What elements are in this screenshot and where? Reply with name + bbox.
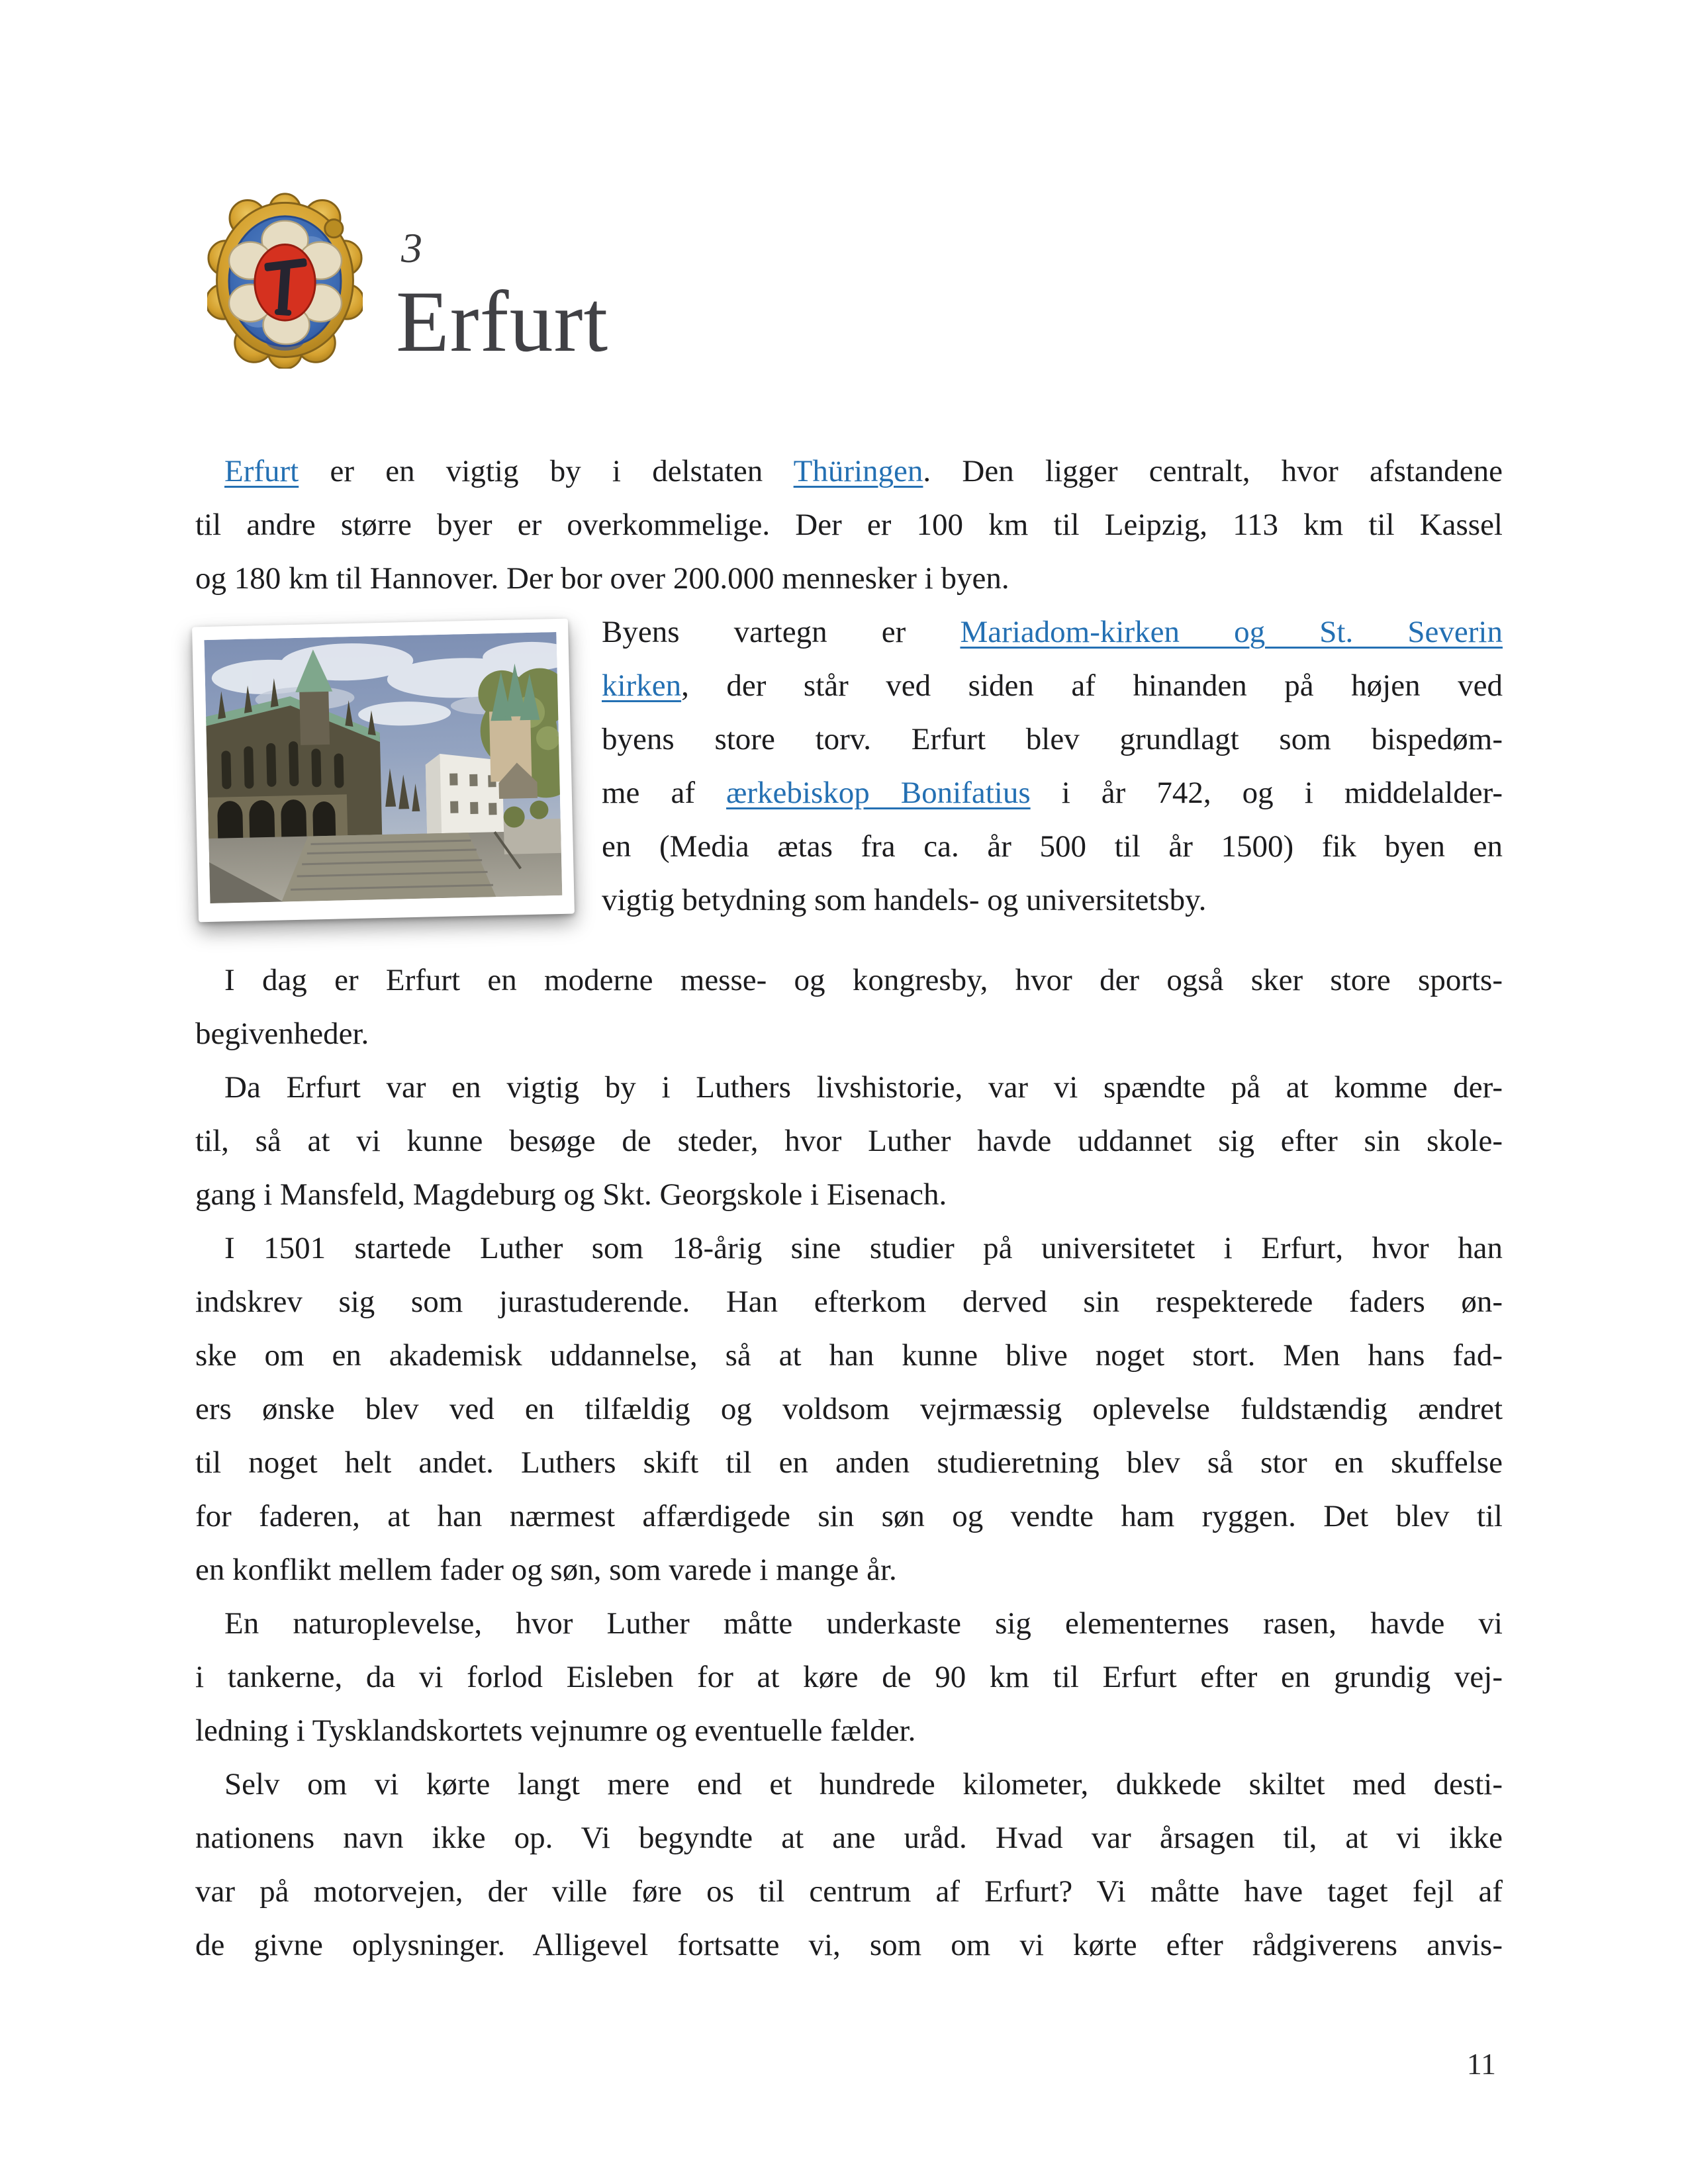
- paragraph-luther-studies: [195, 1222, 1503, 1597]
- page-number: 11: [1466, 2047, 1496, 2081]
- text-segment: for faderen, at han nærmest affærdigede sin søn og vendte ham ryggen. Det blev til: [195, 1499, 1503, 1533]
- chapter-number: 3: [401, 224, 422, 271]
- paragraph-modern-city: [195, 934, 1503, 1061]
- erfurt-cathedral-photo: [195, 623, 571, 918]
- text-line: [195, 1061, 1503, 1115]
- text-segment: Byens vartegn er: [602, 615, 961, 649]
- text-segment: en (Media ætas fra ca. år 500 til år 1500) fik byen en: [602, 829, 1503, 864]
- text-segment: me af: [602, 776, 727, 810]
- text-segment: ske om en akademisk uddannelse, så at han kunne blive noget stort. Men hans fad-: [195, 1338, 1503, 1373]
- text-line: [195, 1651, 1503, 1704]
- text-line: [195, 1275, 1503, 1329]
- text-segment: nationens navn ikke op. Vi begyndte at ane uråd. Hvad var årsagen til, at vi ikke: [195, 1821, 1503, 1855]
- text-segment: indskrev sig som jurastuderende. Han efterkom derved sin respekterede faders øn-: [195, 1285, 1503, 1319]
- link-mariadom-kirken-og-st-severin-kirken[interactable]: kirken: [602, 668, 682, 703]
- text-line: [195, 1865, 1503, 1919]
- text-segment: ers ønske blev ved en tilfældig og voldsom vejrmæssig oplevelse fuldstændig ændret: [195, 1392, 1503, 1426]
- text-line: [195, 1704, 1503, 1758]
- chapter-titles: [396, 189, 608, 368]
- text-segment: en konflikt mellem fader og søn, som varede i mange år.: [195, 1553, 897, 1587]
- text-line: [195, 1007, 1503, 1061]
- paragraph-intro: [195, 445, 1503, 606]
- text-line: [195, 1597, 1503, 1651]
- paragraph-driving: [195, 1758, 1503, 1972]
- text-segment: Da Erfurt var en vigtig by i Luthers livshistorie, var vi spændte på at komme der-: [224, 1070, 1503, 1105]
- text-line: [195, 1329, 1503, 1383]
- text-segment: byens store torv. Erfurt blev grundlagt som bispedøm-: [602, 722, 1503, 756]
- text-line: [195, 1758, 1503, 1811]
- text-segment: En naturoplevelse, hvor Luther måtte underkaste sig elementernes rasen, havde vi: [224, 1606, 1503, 1641]
- text-segment: begivenheder.: [195, 1017, 369, 1051]
- text-line: [195, 1383, 1503, 1436]
- erfurt-coat-of-arms-icon: [207, 189, 363, 369]
- text-segment: var på motorvejen, der ville føre os til centrum af Erfurt? Vi måtte have taget fejl af: [195, 1874, 1503, 1909]
- body-text: [195, 445, 1503, 1972]
- text-segment: . Den ligger centralt, hvor afstandene: [923, 454, 1503, 488]
- text-line: [195, 1436, 1503, 1490]
- text-line: [195, 1115, 1503, 1168]
- chapter-header: [195, 189, 608, 369]
- paragraph-nature-experience: [195, 1597, 1503, 1758]
- text-line: [195, 1919, 1503, 1972]
- text-line: [195, 1222, 1503, 1275]
- paragraph-luther-history: [195, 1061, 1503, 1222]
- text-segment: , der står ved siden af hinanden på højen ved: [681, 668, 1503, 703]
- text-segment: og 180 km til Hannover. Der bor over 200.000 mennesker i byen.: [195, 561, 1009, 596]
- link-thueringen[interactable]: Thüringen: [793, 454, 923, 488]
- text-segment: I 1501 startede Luther som 18-årig sine studier på universitetet i Erfurt, hvor han: [224, 1231, 1503, 1265]
- text-segment: vigtig betydning som handels- og universitetsby.: [602, 883, 1207, 917]
- text-line: [195, 445, 1503, 498]
- text-segment: er en vigtig by i delstaten: [299, 454, 794, 488]
- text-segment: til, så at vi kunne besøge de steder, hvor Luther havde uddannet sig efter sin skole-: [195, 1124, 1503, 1158]
- text-line: [195, 498, 1503, 552]
- text-segment: i tankerne, da vi forlod Eisleben for at køre de 90 km til Erfurt efter en grundig vej-: [195, 1660, 1503, 1694]
- text-segment: gang i Mansfeld, Magdeburg og Skt. Georgskole i Eisenach.: [195, 1177, 947, 1212]
- text-line: [195, 954, 1503, 1007]
- text-line: [195, 1168, 1503, 1222]
- text-segment: til noget helt andet. Luthers skift til en anden studieretning blev så stor en skuffelse: [195, 1445, 1503, 1480]
- text-segment: I dag er Erfurt en moderne messe- og kongresby, hvor der også sker store sports-: [224, 963, 1503, 997]
- text-line: [195, 552, 1503, 606]
- link-aerkebiskop-bonifatius[interactable]: ærkebiskop Bonifatius: [726, 776, 1031, 810]
- text-line: [195, 1543, 1503, 1597]
- photo-frame: [192, 619, 575, 923]
- text-line: [195, 1811, 1503, 1865]
- text-segment: Selv om vi kørte langt mere end et hundrede kilometer, dukkede skiltet med desti-: [224, 1767, 1503, 1801]
- page-title: Erfurt: [396, 273, 609, 370]
- text-segment: i år 742, og i middelalder-: [1030, 776, 1503, 810]
- text-segment: ledning i Tysklandskortets vejnumre og eventuelle fælder.: [195, 1713, 916, 1748]
- text-segment: de givne oplysninger. Alligevel fortsatte vi, som om vi kørte efter rådgiverens anvis-: [195, 1928, 1503, 1962]
- link-mariadom-kirken-og-st-severin-kirken[interactable]: Mariadom-kirken og St. Severin: [960, 615, 1503, 649]
- text-line: [195, 1490, 1503, 1543]
- link-erfurt[interactable]: Erfurt: [224, 454, 299, 488]
- text-segment: til andre større byer er overkommelige. Der er 100 km til Leipzig, 113 km til Kassel: [195, 508, 1503, 542]
